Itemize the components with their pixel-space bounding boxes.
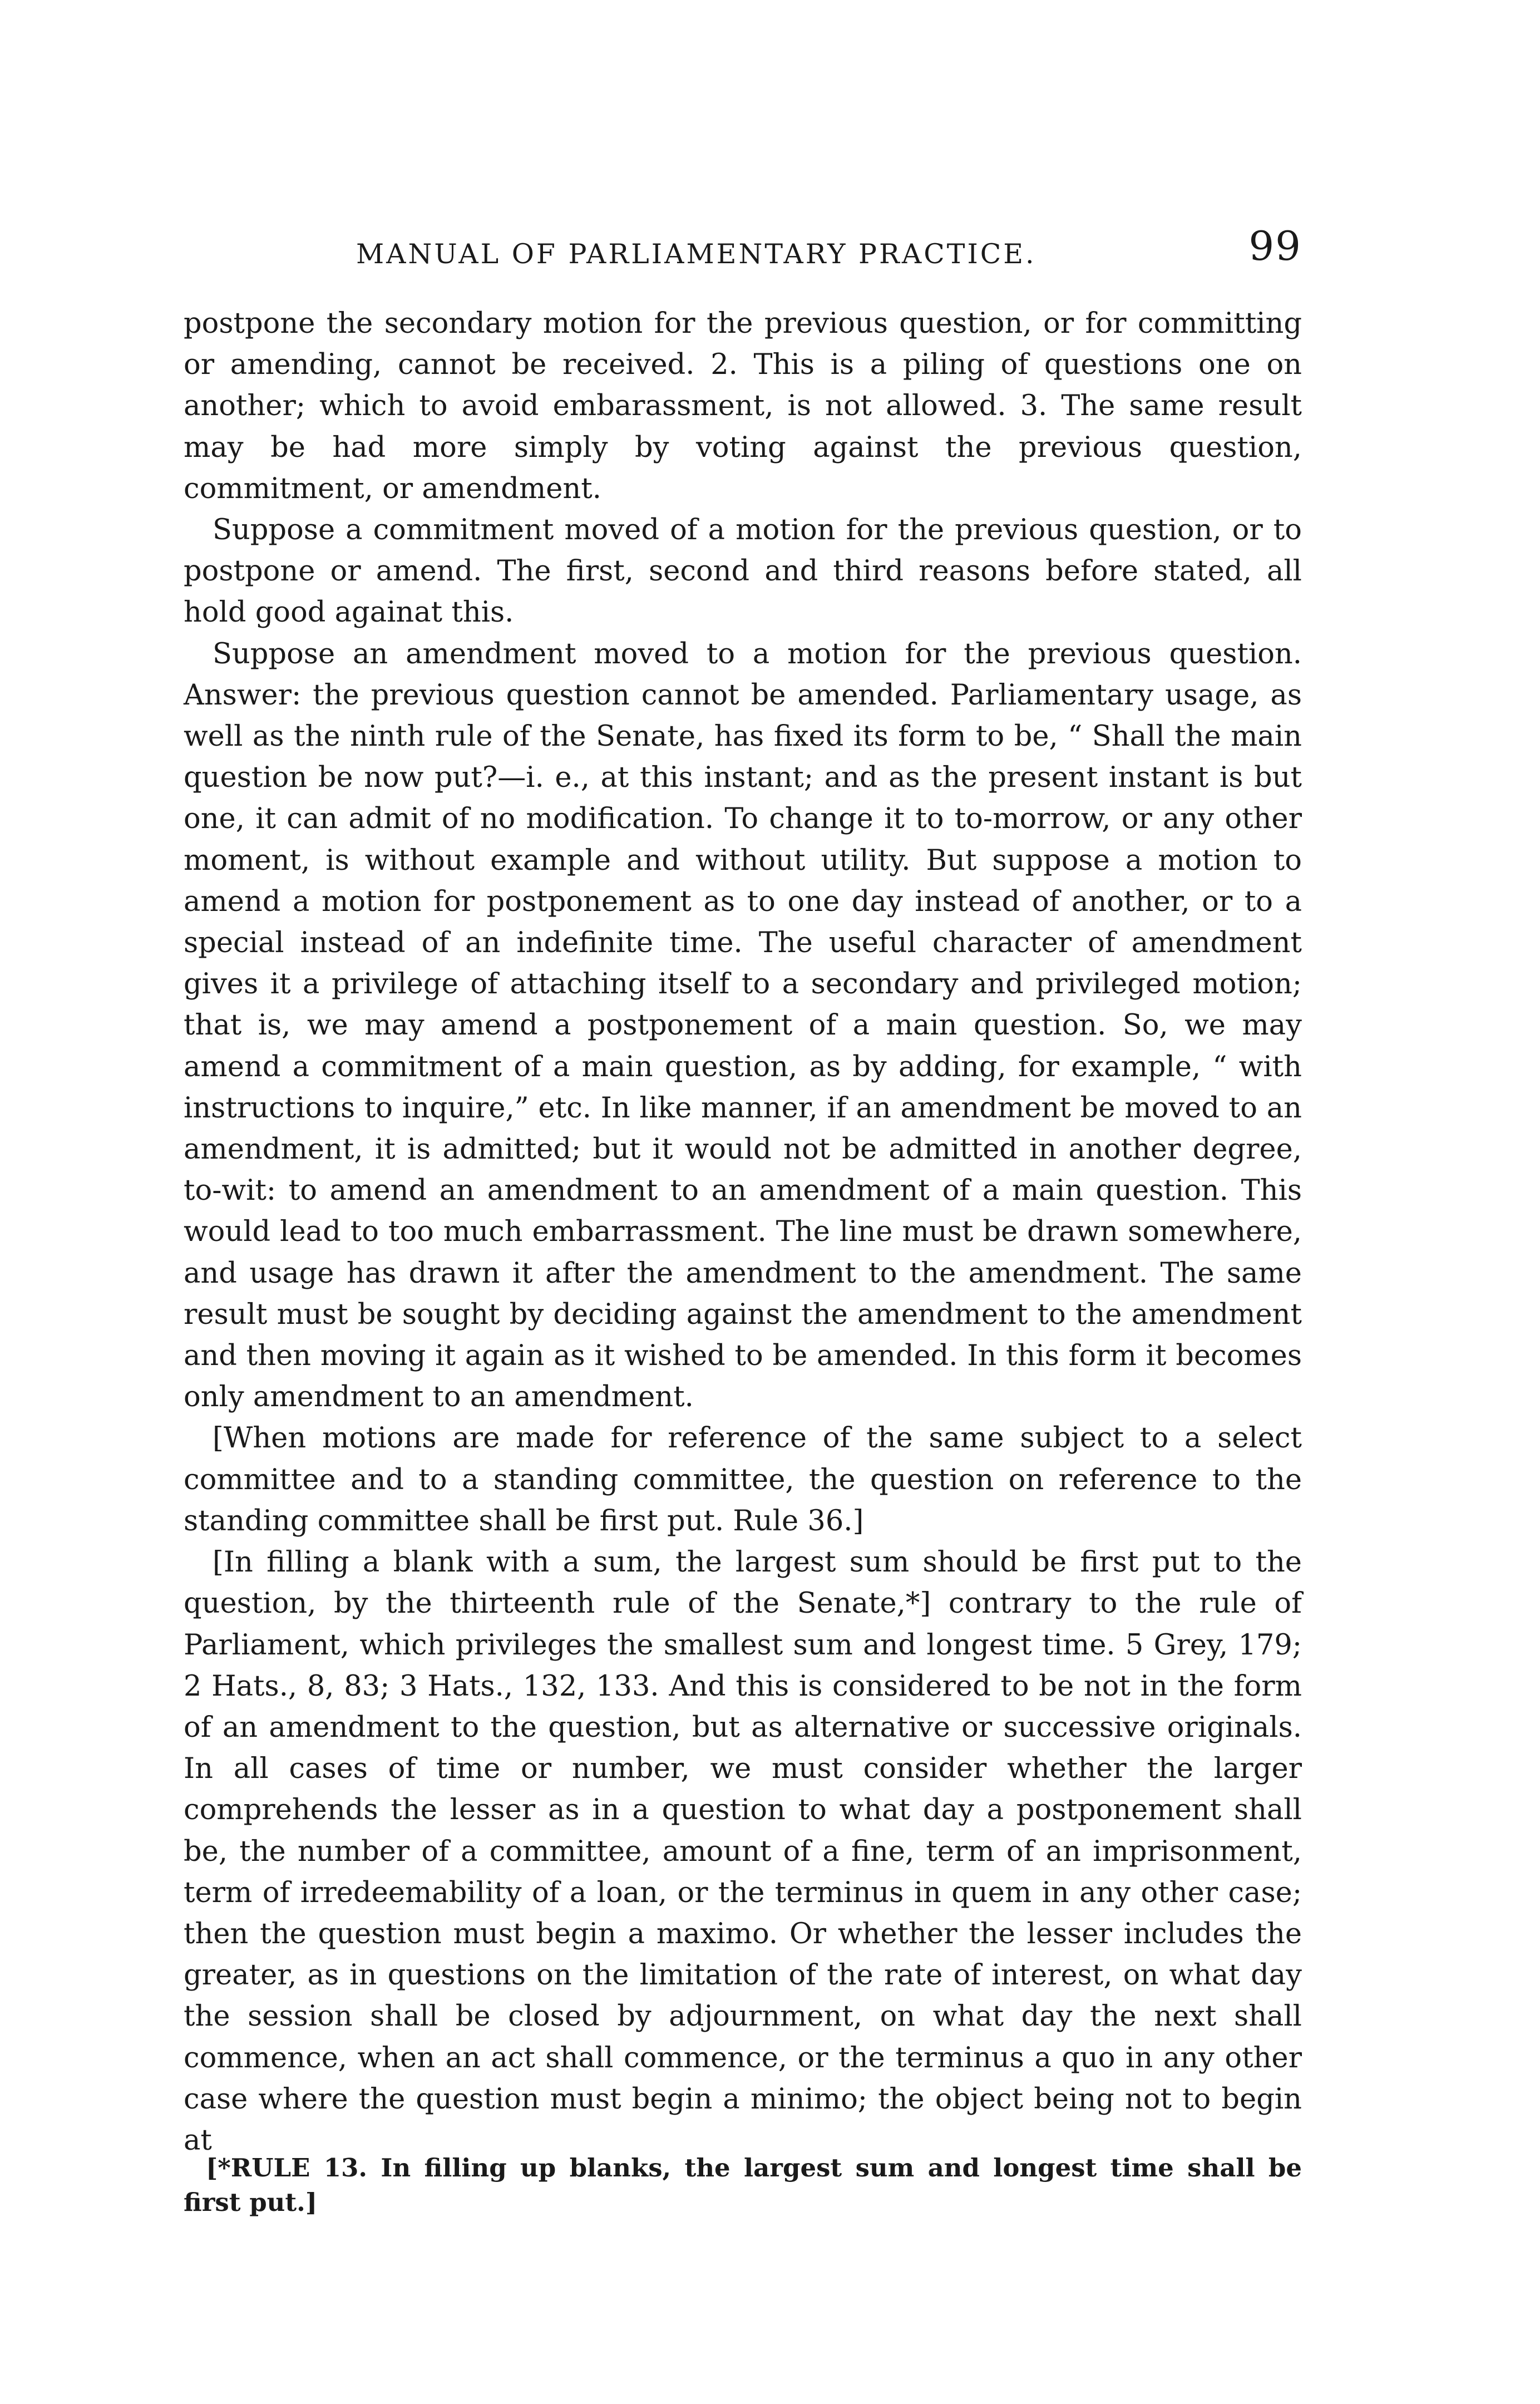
paragraph: [When motions are made for reference of the same subject to a select committee and to a standing committee, the question on reference to the standing committee shall be first put. Rule 36.] <box>184 1422 1302 1538</box>
footnote <box>184 2151 1302 2220</box>
paragraph: postpone the secondary motion for the previous question, or for committing or amending, cannot be received. 2. This is a piling of questions one on another; which to avoid embarassment, is not allowed. 3. The same result may be had more simply by voting against the previous question, commitment, or amendment. <box>184 307 1302 505</box>
page-number: 99 <box>1248 223 1302 269</box>
footnote-text: [*RULE 13. In filling up blanks, the largest sum and longest time shall be first put.] <box>184 2153 1302 2217</box>
paragraph: Suppose a commitment moved of a motion for the previous question, or to postpone or amend. The first, second and third reasons before stated, all hold good againat this. <box>184 514 1302 629</box>
body-text <box>184 303 1302 2161</box>
running-head: MANUAL OF PARLIAMENTARY PRACTICE. <box>356 238 1036 270</box>
paragraph: [In filling a blank with a sum, the largest sum should be first put to the question, by the thirteenth rule of the Senate,*] contrary to the rule of Parliament, which privileges the smallest sum and longest time. 5 Grey, 179; 2 Hats., 8, 83; 3 Hats., 132, 133. And this is considered to be not in the form of an amendment to the question, but as alternative or successive originals. In all cases of time or number, we must consider whether the larger comprehends the lesser as in a question to what day a postponement shall be, the number of a committee, amount of a fine, term of an imprisonment, term of irredeemability of a loan, or the terminus in quem in any other case; then the question must begin a maximo. Or whether the lesser includes the greater, as in questions on the limitation of the rate of interest, on what day the session shall be closed by adjournment, on what day the next shall commence, when an act shall commence, or the terminus a quo in any other case where the question must begin a minimo; the object being not to begin at <box>184 1546 1302 2157</box>
paragraph: Suppose an amendment moved to a motion for the previous question. Answer: the previous question cannot be amended. Parliamentary usage, as well as the ninth rule of the Senate, has fixed its form to be, “ Shall the main question be now put?—i. e., at this instant; and as the present instant is but one, it can admit of no modification. To change it to to-morrow, or any other moment, is without example and without utility. But suppose a motion to amend a motion for postponement as to one day instead of another, or to a special instead of an indefinite time. The useful character of amendment gives it a privilege of attaching itself to a secondary and privileged motion; that is, we may amend a postponement of a main question. So, we may amend a commitment of a main question, as by adding, for example, “ with instructions to inquire,” etc. In like manner, if an amendment be moved to an amendment, it is admitted; but it would not be admitted in another degree, to-wit: to amend an amendment to an amendment of a main question. This would lead to too much embarrassment. The line must be drawn somewhere, and usage has drawn it after the amendment to the amendment. The same result must be sought by deciding against the amendment to the amendment and then moving it again as it wished to be amended. In this form it becomes only amendment to an amendment. <box>184 637 1302 1414</box>
page-header <box>189 223 1302 284</box>
